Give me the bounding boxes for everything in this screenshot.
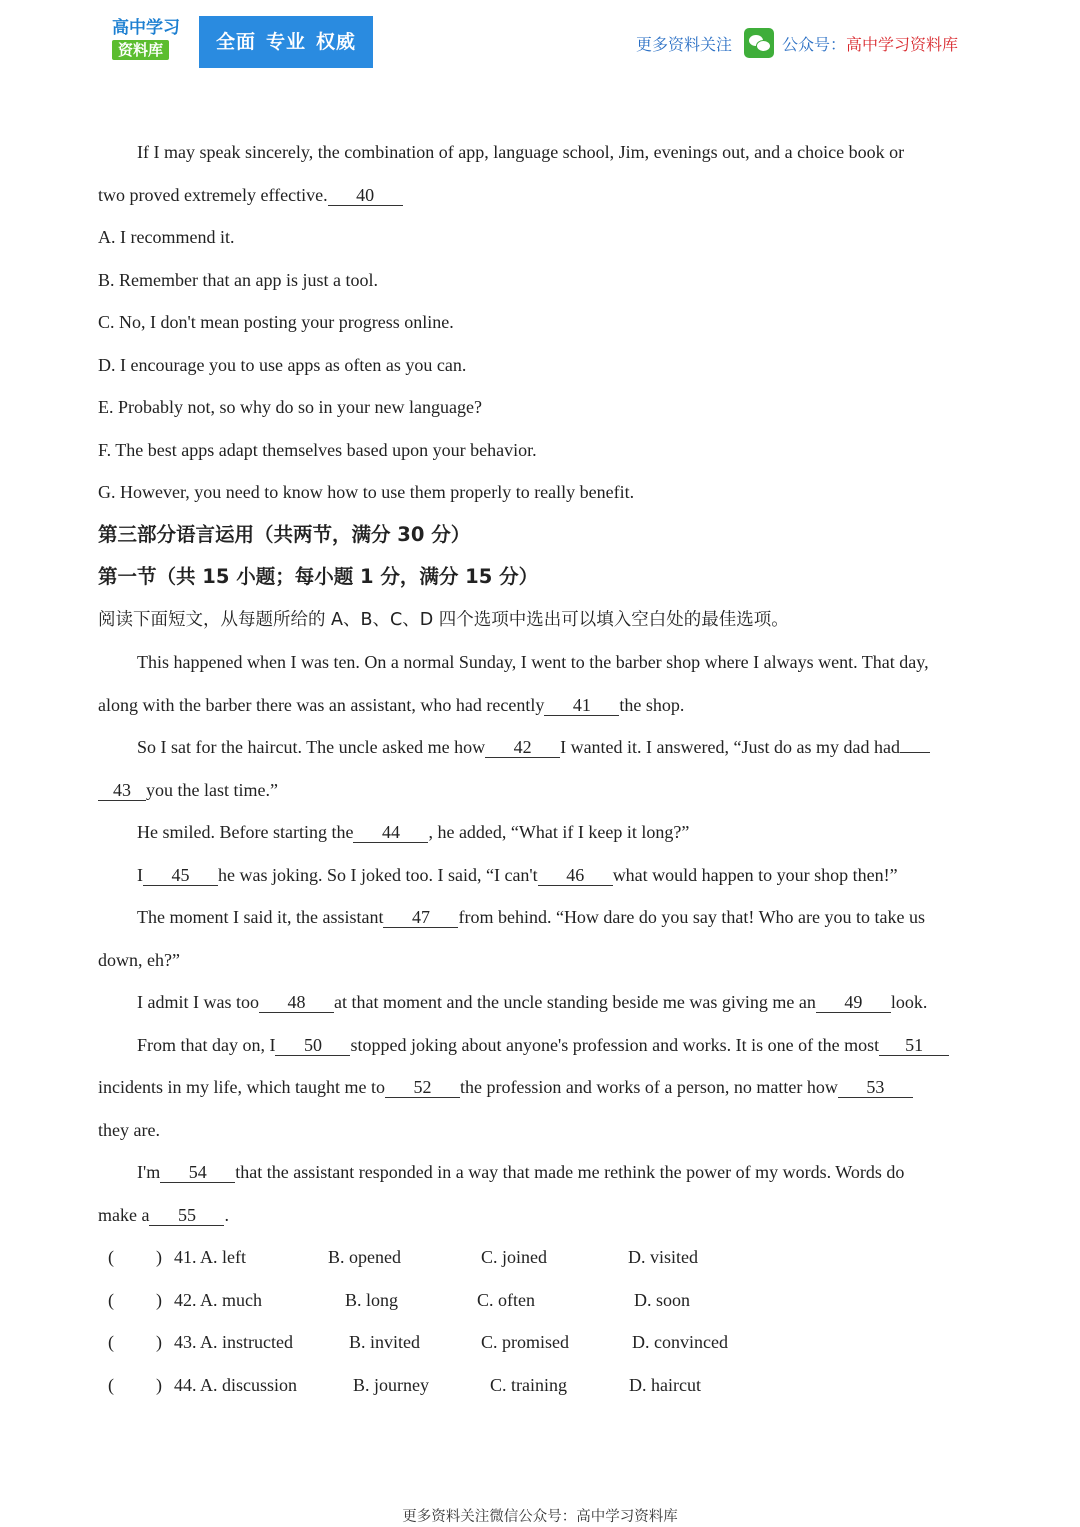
blank-40: 40 [328,186,403,206]
text: . [224,1204,229,1225]
paragraph-line [98,1194,988,1237]
text: make a [98,1204,150,1225]
paragraph-line [98,854,988,897]
blank-42: 42 [485,738,560,758]
text: So I sat for the haircut. The uncle asked me how [137,737,486,757]
question-row [98,1279,988,1322]
blank-52: 52 [385,1078,460,1098]
wechat-icon [744,28,774,58]
blank-41: 41 [544,696,619,716]
choice-d: D. haircut [629,1374,701,1395]
answer-paren-close: ) [156,1247,162,1267]
slogan-banner [199,16,373,68]
paragraph-line [98,641,988,684]
choice-b: B. opened [328,1247,401,1267]
text: down, eh?” [98,949,180,970]
text: I wanted it. I answered, “Just do as my dad had [560,737,900,757]
blank-53: 53 [838,1078,913,1098]
choice-d: D. convinced [632,1332,728,1352]
instruction: 阅读下面短文，从每题所给的 A、B、C、D 四个选项中选出可以填入空白处的最佳选项。 [98,609,789,630]
answer-paren-close: ) [156,1332,162,1352]
text: incidents in my life, which taught me to [98,1077,385,1097]
blank-45: 45 [143,866,218,886]
choice-a: 44. A. discussion [174,1374,298,1395]
text: that the assistant responded in a way that made me rethink the power of my words. Words do [235,1162,905,1182]
header-promo [636,28,958,58]
answer-paren-open: ( [108,1247,114,1267]
choice-c: C. joined [481,1247,547,1267]
choice-c: C. training [490,1374,567,1395]
blank-49: 49 [816,993,891,1013]
choice-b: B. invited [349,1332,420,1352]
choice-d: D. soon [634,1289,691,1310]
blank-43-lead [900,752,930,753]
paragraph-line [98,896,988,939]
blank-44: 44 [353,823,428,843]
blank-50: 50 [275,1036,350,1056]
text: at that moment and the uncle standing beside me was giving me an [333,992,816,1012]
slogan-word: 专业 [265,31,306,53]
option-f: F. The best apps adapt themselves based upon your behavior. [98,439,537,460]
text: what would happen to your shop then!” [612,864,898,885]
text: look. [890,992,928,1012]
logo-bottom-text: 资料库 [112,40,169,60]
text: I [137,864,143,885]
choice-a: 43. A. instructed [174,1332,293,1352]
text: along with the barber there was an assistant, who had recently [98,694,545,715]
slogan-word: 权威 [316,31,357,53]
logo [112,18,184,66]
blank-54: 54 [160,1163,235,1183]
text: The moment I said it, the assistant [137,907,384,927]
text: If I may speak sincerely, the combination of app, language school, Jim, evenings out, and a choice book or [137,142,905,162]
blank-43: 43 [98,781,146,801]
account-label: 公众号： [782,34,847,54]
slogan-word: 全面 [215,31,256,53]
question-row [98,1364,988,1407]
text: two proved extremely effective. [98,184,328,205]
question-row [98,1236,988,1279]
logo-top-text: 高中学习 [112,18,180,38]
account-name: 高中学习资料库 [846,34,959,54]
option-b: B. Remember that an app is just a tool. [98,269,378,290]
text: I'm [137,1162,161,1182]
choice-a: 42. A. much [174,1289,262,1310]
text: He smiled. Before starting the [137,822,354,842]
option-e: E. Probably not, so why do so in your new language? [98,397,482,417]
choice-a: 41. A. left [174,1247,246,1267]
promo-more-text: 更多资料关注 [636,34,733,54]
section-title: 第一节（共 15 小题；每小题 1 分，满分 15 分） [98,565,539,588]
blank-46: 46 [538,866,613,886]
choice-d: D. visited [628,1247,698,1267]
paragraph-line [98,131,988,174]
answer-paren-close: ) [156,1289,162,1310]
choice-c: C. often [477,1289,535,1310]
text: , he added, “What if I keep it long?” [428,822,690,842]
paragraph-line [98,1151,988,1194]
text: stopped joking about anyone's profession and works. It is one of the most [350,1034,880,1055]
choice-b: B. long [345,1289,399,1310]
blank-47: 47 [383,908,458,928]
paragraph-line [98,726,988,769]
paragraph-line [98,174,988,217]
choice-c: C. promised [481,1332,569,1352]
text: From that day on, I [137,1034,276,1055]
page-footer: 更多资料关注微信公众号：高中学习资料库 [402,1509,678,1525]
text: the shop. [619,694,685,715]
blank-48: 48 [259,993,334,1013]
part-title: 第三部分语言运用（共两节，满分 30 分） [98,522,471,546]
paragraph-line [98,1066,988,1109]
question-row [98,1321,988,1364]
paragraph-line [98,811,988,854]
paragraph-line [98,939,988,982]
paragraph-line [98,1109,988,1152]
text: the profession and works of a person, no matter how [459,1077,838,1097]
choice-b: B. journey [353,1374,429,1395]
option-g: G. However, you need to know how to use them properly to really benefit. [98,482,635,502]
answer-paren-open: ( [108,1332,114,1352]
text: he was joking. So I joked too. I said, “I can't [218,864,538,885]
text: you the last time.” [146,779,278,800]
answer-paren-close: ) [156,1374,162,1395]
text: they are. [98,1119,160,1140]
paragraph-line [98,1024,988,1067]
answer-paren-open: ( [108,1289,114,1310]
answer-paren-open: ( [108,1374,114,1395]
text: This happened when I was ten. On a normal Sunday, I went to the barber shop where I always went. That day, [137,652,929,672]
paragraph-line [98,981,988,1024]
document-body [98,131,988,1406]
text: I admit I was too [137,992,259,1012]
option-c: C. No, I don't mean posting your progress online. [98,312,454,332]
text: from behind. “How dare do you say that! Who are you to take us [458,907,926,927]
blank-51: 51 [879,1036,949,1056]
paragraph-line [98,769,988,812]
page-header [0,0,1080,80]
option-d: D. I encourage you to use apps as often as you can. [98,354,467,375]
option-a: A. I recommend it. [98,227,235,247]
paragraph-line [98,684,988,727]
blank-55: 55 [149,1206,224,1226]
